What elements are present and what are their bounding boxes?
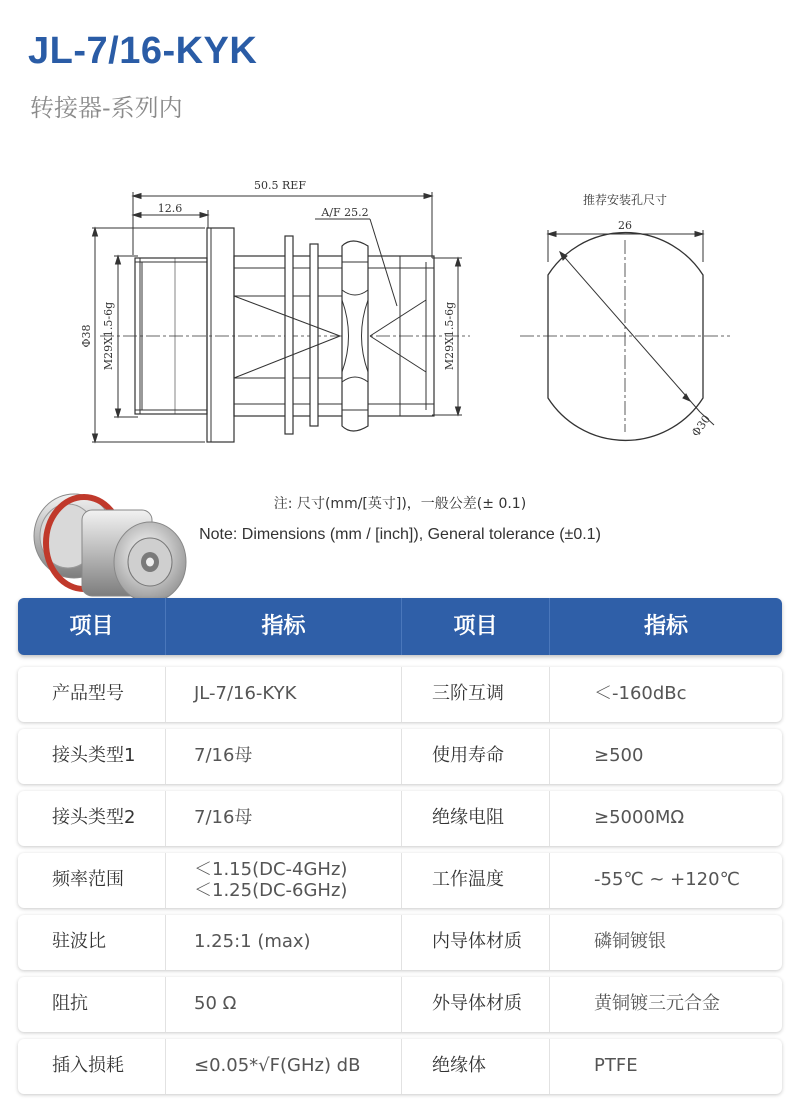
row-key: 使用寿命 [402, 729, 550, 784]
row-value: 50 Ω [166, 977, 402, 1032]
header-value-2: 指标 [643, 613, 688, 639]
thread-left-label: M29X1.5-6g [102, 301, 115, 371]
table-row [18, 853, 782, 908]
row-key: 驻波比 [18, 915, 166, 970]
table-row [18, 791, 782, 846]
row-value: ≤0.05*√F(GHz) dB [166, 1039, 402, 1094]
hex-size-label: A/F 25.2 [321, 206, 369, 219]
note-english-text: Note: Dimensions (mm / [inch]), General tolerance (±0.1) [199, 526, 601, 543]
row-key: 阻抗 [18, 977, 166, 1032]
freq-range-line-1: ＜1.15(DC-4GHz) [194, 858, 348, 880]
row-value: 黄铜镀三元合金 [594, 993, 720, 1015]
row-key: 工作温度 [402, 853, 550, 908]
table-row [18, 667, 782, 722]
row-key: 绝缘体 [402, 1039, 550, 1094]
header-item-1: 项目 [18, 598, 166, 655]
row-value: -55℃ ~ +120℃ [594, 869, 740, 891]
spec-table [18, 598, 782, 1101]
header-value-1: 指标 [166, 598, 402, 655]
row-key: 绝缘电阻 [402, 791, 550, 846]
row-key: 频率范围 [18, 853, 166, 908]
row-value: 7/16母 [166, 791, 402, 846]
row-key: 三阶互调 [402, 667, 550, 722]
row-key: 产品型号 [18, 667, 166, 722]
row-key: 插入损耗 [18, 1039, 166, 1094]
flange-length-label: 12.6 [157, 202, 183, 215]
overall-length-label: 50.5 REF [254, 179, 306, 192]
row-key: 接头类型2 [18, 791, 166, 846]
row-value: ＜-160dBc [594, 683, 687, 705]
mount-width-label: 26 [618, 219, 632, 232]
row-value [166, 853, 402, 908]
row-key: 内导体材质 [402, 915, 550, 970]
note-chinese: 注: 尺寸(mm/[英寸])，一般公差(± 0.1) [273, 496, 527, 512]
row-value: 7/16母 [166, 729, 402, 784]
technical-drawing [0, 170, 800, 480]
row-key: 外导体材质 [402, 977, 550, 1032]
flange-dia-label: Φ38 [80, 324, 93, 348]
table-row [18, 977, 782, 1032]
row-value: ≥5000MΩ [594, 807, 685, 829]
thread-right-label: M29X1.5-6g [443, 301, 456, 371]
table-header-row [18, 598, 782, 655]
table-row [18, 1039, 782, 1094]
page-subtitle: 转接器-系列内 [30, 94, 183, 122]
row-value: PTFE [594, 1055, 638, 1077]
row-value: 1.25:1 (max) [166, 915, 402, 970]
mount-dia-label: Φ30 [689, 412, 714, 440]
row-value: JL-7/16-KYK [166, 667, 402, 722]
note-english [0, 526, 800, 544]
table-row [18, 729, 782, 784]
row-key: 接头类型1 [18, 729, 166, 784]
row-value: ≥500 [594, 745, 644, 767]
row-value: 磷铜镀银 [594, 931, 666, 953]
mount-hole-title: 推荐安装孔尺寸 [582, 193, 668, 207]
table-row [18, 915, 782, 970]
freq-range-line-2: ＜1.25(DC-6GHz) [194, 879, 348, 901]
page-title: JL-7/16-KYK [28, 30, 258, 72]
header-item-2: 项目 [402, 598, 550, 655]
